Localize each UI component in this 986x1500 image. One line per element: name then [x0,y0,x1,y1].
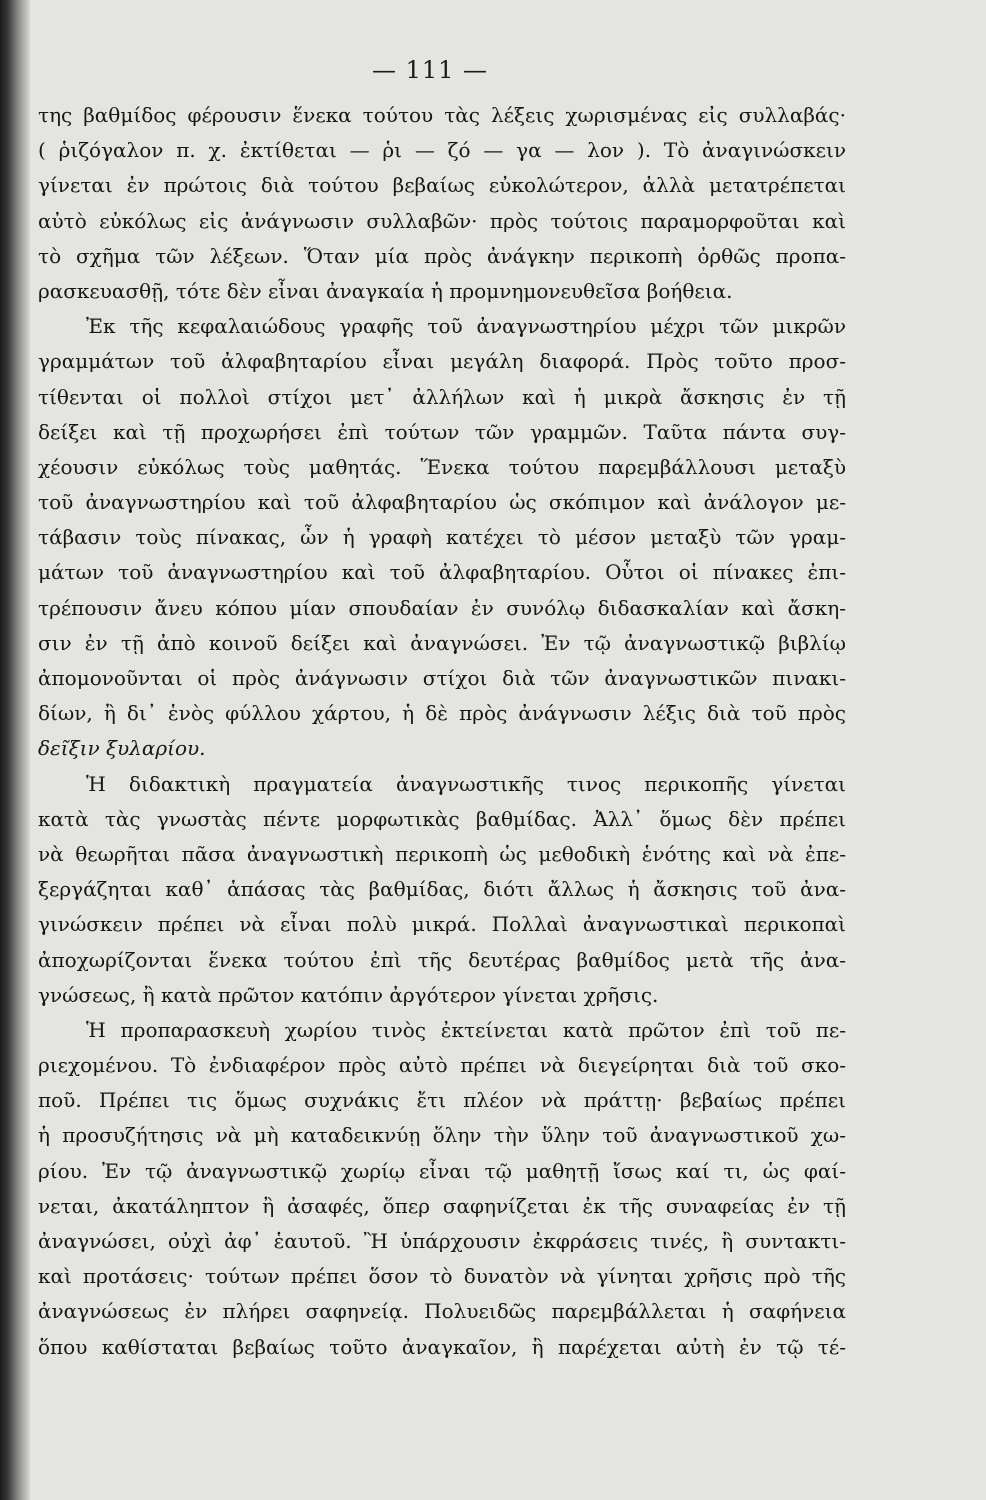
text-line: ἡ προσυζήτησις νὰ μὴ καταδεικνύῃ ὅλην τὴν ὕλην τοῦ ἀναγνωστικοῦ χω- [38,1123,846,1148]
text-line: Ἡ διδακτικὴ πραγματεία ἀναγνωστικῆς τινος περικοπῆς γίνεται [86,771,846,796]
scan-binding-edge [0,0,30,1500]
text-line: τρέπουσιν ἄνευ κόπου μίαν σπουδαίαν ἐν συνόλῳ διδασκαλίαν καὶ ἄσκη- [38,595,846,620]
text-line: ἀναγνώσεως ἐν πλήρει σαφηνείᾳ. Πολυειδῶς παρεμβάλλεται ἡ σαφήνεια [38,1299,846,1324]
text-line: νεται, ἀκατάληπτον ἢ ἀσαφές, ὅπερ σαφηνίζεται ἐκ τῆς συναφείας ἐν τῇ [38,1193,846,1218]
text-line: χέουσιν εὐκόλως τοὺς μαθητάς. Ἕνεκα τούτου παρεμβάλλουσι μεταξὺ [38,454,846,479]
text-line: ξεργάζηται καθ᾽ ἁπάσας τὰς βαθμίδας, διότι ἄλλως ἡ ἄσκησις τοῦ ἀνα- [38,877,846,902]
text-line: δίων, ἢ δι᾽ ἑνὸς φύλλου χάρτου, ἡ δὲ πρὸς ἀνάγνωσιν λέξις διὰ τοῦ πρὸς [38,701,846,726]
page-number: — 111 — [371,56,489,84]
text-line: τίθενται οἱ πολλοὶ στίχοι μετ᾽ ἀλλήλων καὶ ἡ μικρὰ ἄσκησις ἐν τῇ [38,384,846,409]
text-line: σιν ἐν τῇ ἀπὸ κοινοῦ δείξει καὶ ἀναγνώσει. Ἐν τῷ ἀναγνωστικῷ βιβλίῳ [38,630,846,655]
text-line: ( ῥιζόγαλον π. χ. ἐκτίθεται — ῥι — ζό — γα — λον ). Τὸ ἀναγινώσκειν [38,138,846,163]
text-line: τάβασιν τοὺς πίνακας, ὧν ἡ γραφὴ κατέχει τὸ μέσον μεταξὺ τῶν γραμ- [38,525,846,550]
text-line: γινώσκειν πρέπει νὰ εἶναι πολὺ μικρά. Πολλαὶ ἀναγνωστικαὶ περικοπαὶ [38,912,846,937]
text-line: γραμμάτων τοῦ ἀλφαβηταρίου εἶναι μεγάλη διαφορά. Πρὸς τοῦτο προσ- [38,349,846,374]
text-line: γνώσεως, ἢ κατὰ πρῶτον κατόπιν ἀργότερον γίνεται χρῆσις. [38,982,659,1007]
text-line: τοῦ ἀναγνωστηρίου καὶ τοῦ ἀλφαβηταρίου ὡς σκόπιμον καὶ ἀνάλογον με- [38,490,846,515]
text-line: ρίου. Ἐν τῷ ἀναγνωστικῷ χωρίῳ εἶναι τῷ μαθητῇ ἴσως καί τι, ὡς φαί- [38,1158,846,1183]
text-line: δείξει καὶ τῇ προχωρήσει ἐπὶ τούτων τῶν γραμμῶν. Ταῦτα πάντα συγ- [38,419,846,444]
text-line: κατὰ τὰς γνωστὰς πέντε μορφωτικὰς βαθμίδας. Ἀλλ᾽ ὅμως δὲν πρέπει [38,806,846,831]
text-line: αὐτὸ εὐκόλως εἰς ἀνάγνωσιν συλλαβῶν· πρὸς τούτοις παραμορφοῦται καὶ [38,208,846,233]
text-line: ἀναγνώσει, οὐχὶ ἀφ᾽ ἑαυτοῦ. Ἢ ὑπάρχουσιν ἐκφράσεις τινές, ἢ συντακτι- [38,1229,846,1253]
text-line: ὅπου καθίσταται βεβαίως τοῦτο ἀναγκαῖον, ἢ παρέχεται αὐτὴ ἐν τῷ τέ- [38,1334,846,1359]
text-line: της βαθμίδος φέρουσιν ἕνεκα τούτου τὰς λέξεις χωρισμένας εἰς συλλαβάς· [38,103,846,127]
text-line: καὶ προτάσεις· τούτων πρέπει ὅσον τὸ δυνατὸν νὰ γίνηται χρῆσις πρὸ τῆς [38,1264,846,1289]
text-line: Ἐκ τῆς κεφαλαιώδους γραφῆς τοῦ ἀναγνωστηρίου μέχρι τῶν μικρῶν [86,314,846,339]
text-line: δεῖξιν ξυλαρίου. [38,736,206,761]
text-line: μάτων τοῦ ἀναγνωστηρίου καὶ τοῦ ἀλφαβηταρίου. Οὗτοι οἱ πίνακες ἐπι- [38,560,846,585]
book-page [30,0,986,1500]
text-line: ριεχομένου. Τὸ ἐνδιαφέρον πρὸς αὐτὸ πρέπει νὰ διεγείρηται διὰ τοῦ σκο- [38,1053,846,1078]
body-text [38,98,846,1365]
text-line: νὰ θεωρῆται πᾶσα ἀναγνωστικὴ περικοπὴ ὡς μεθοδικὴ ἑνότης καὶ νὰ ἐπε- [38,841,846,866]
text-line: ἀπομονοῦνται οἱ πρὸς ἀνάγνωσιν στίχοι διὰ τῶν ἀναγνωστικῶν πινακι- [38,666,846,690]
text-line: ρασκευασθῇ, τότε δὲν εἶναι ἀναγκαία ἡ προμνημονευθεῖσα βοήθεια. [38,278,733,303]
text-line: ποῦ. Πρέπει τις ὅμως συχνάκις ἔτι πλέον νὰ πράττῃ· βεβαίως πρέπει [38,1088,846,1113]
text-line: ἀποχωρίζονται ἕνεκα τούτου ἐπὶ τῆς δευτέρας βαθμίδος μετὰ τῆς ἀνα- [38,947,846,972]
text-line: γίνεται ἐν πρώτοις διὰ τούτου βεβαίως εὐκολώτερον, ἀλλὰ μετατρέπεται [38,173,846,198]
text-line: τὸ σχῆμα τῶν λέξεων. Ὅταν μία πρὸς ἀνάγκην περικοπὴ ὀρθῶς προπα- [38,243,846,268]
text-line: Ἡ προπαρασκευὴ χωρίου τινὸς ἐκτείνεται κατὰ πρῶτον ἐπὶ τοῦ πε- [86,1017,846,1042]
